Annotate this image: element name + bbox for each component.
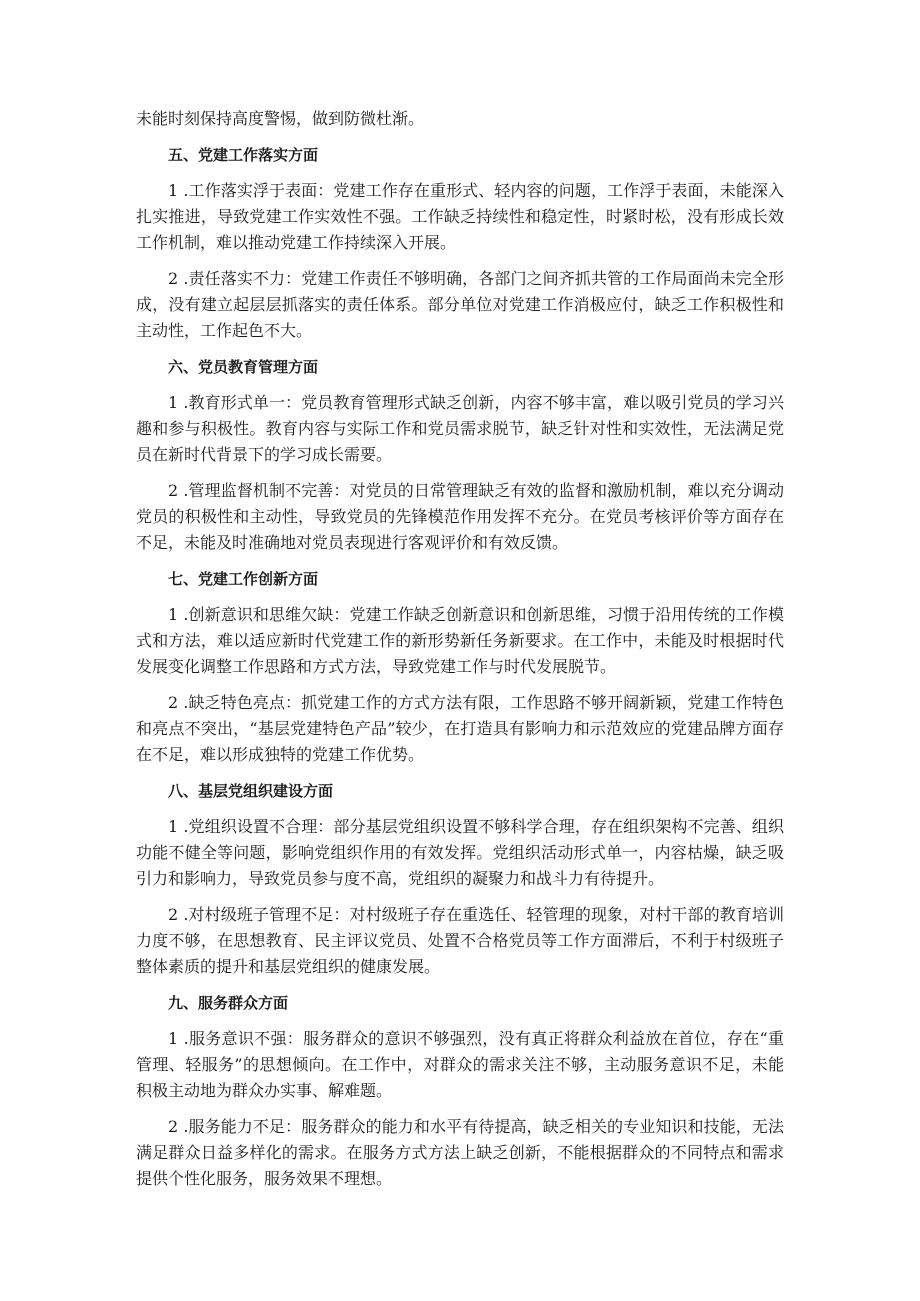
document-body <box>136 106 784 1202</box>
section-heading: 九、服务群众方面 <box>168 994 289 1012</box>
section-paragraph: 2 .对村级班子管理不足：对村级班子存在重选任、轻管理的现象，对村干部的教育培训力度不够，在思想教育、民主评议党员、处置不合格党员等工作方面滞后，不利于村级班子整体素质的提升和基层党组织的健康发展。 <box>136 905 784 976</box>
section-heading: 七、党建工作创新方面 <box>168 570 319 588</box>
section-heading: 六、党员教育管理方面 <box>168 358 319 376</box>
section-paragraph: 1 .服务意识不强：服务群众的意识不够强烈，没有真正将群众利益放在首位，存在“重管理、轻服务”的思想倾向。在工作中，对群众的需求关注不够，主动服务意识不足，未能积极主动地为群众办实事、解难题。 <box>136 1029 784 1100</box>
section-paragraph: 1 .创新意识和思维欠缺：党建工作缺乏创新意识和创新思维，习惯于沿用传统的工作模式和方法，难以适应新时代党建工作的新形势新任务新要求。在工作中，未能及时根据时代发展变化调整工作思路和方式方法，导致党建工作与时代发展脱节。 <box>136 605 784 676</box>
section-paragraph: 1 .教育形式单一：党员教育管理形式缺乏创新，内容不够丰富，难以吸引党员的学习兴趣和参与积极性。教育内容与实际工作和党员需求脱节，缺乏针对性和实效性，无法满足党员在新时代背景下的学习成长需要。 <box>136 393 784 464</box>
section-paragraph: 2 .服务能力不足：服务群众的能力和水平有待提高，缺乏相关的专业知识和技能，无法满足群众日益多样化的需求。在服务方式方法上缺乏创新，不能根据群众的不同特点和需求提供个性化服务，服务效果不理想。 <box>136 1117 784 1188</box>
opening-paragraph: 未能时刻保持高度警惕，做到防微杜渐。 <box>136 109 425 128</box>
section-paragraph: 1 .工作落实浮于表面：党建工作存在重形式、轻内容的问题，工作浮于表面，未能深入扎实推进，导致党建工作实效性不强。工作缺乏持续性和稳定性，时紧时松，没有形成长效工作机制，难以推动党建工作持续深入开展。 <box>136 181 784 252</box>
section-paragraph: 2 .缺乏特色亮点：抓党建工作的方式方法有限，工作思路不够开阔新颖，党建工作特色和亮点不突出，“基层党建特色产品”较少，在打造具有影响力和示范效应的党建品牌方面存在不足，难以形成独特的党建工作优势。 <box>136 693 784 764</box>
section-heading: 八、基层党组织建设方面 <box>168 782 334 800</box>
section-paragraph: 1 .党组织设置不合理：部分基层党组织设置不够科学合理，存在组织架构不完善、组织功能不健全等问题，影响党组织作用的有效发挥。党组织活动形式单一，内容枯燥，缺乏吸引力和影响力，导致党员参与度不高，党组织的凝聚力和战斗力有待提升。 <box>136 817 784 888</box>
section-paragraph: 2 .责任落实不力：党建工作责任不够明确，各部门之间齐抓共管的工作局面尚未完全形成，没有建立起层层抓落实的责任体系。部分单位对党建工作消极应付，缺乏工作积极性和主动性，工作起色不大。 <box>136 269 784 340</box>
section-heading: 五、党建工作落实方面 <box>168 146 319 164</box>
section-paragraph: 2 .管理监督机制不完善：对党员的日常管理缺乏有效的监督和激励机制，难以充分调动党员的积极性和主动性，导致党员的先锋模范作用发挥不充分。在党员考核评价等方面存在不足，未能及时准确地对党员表现进行客观评价和有效反馈。 <box>136 481 784 552</box>
